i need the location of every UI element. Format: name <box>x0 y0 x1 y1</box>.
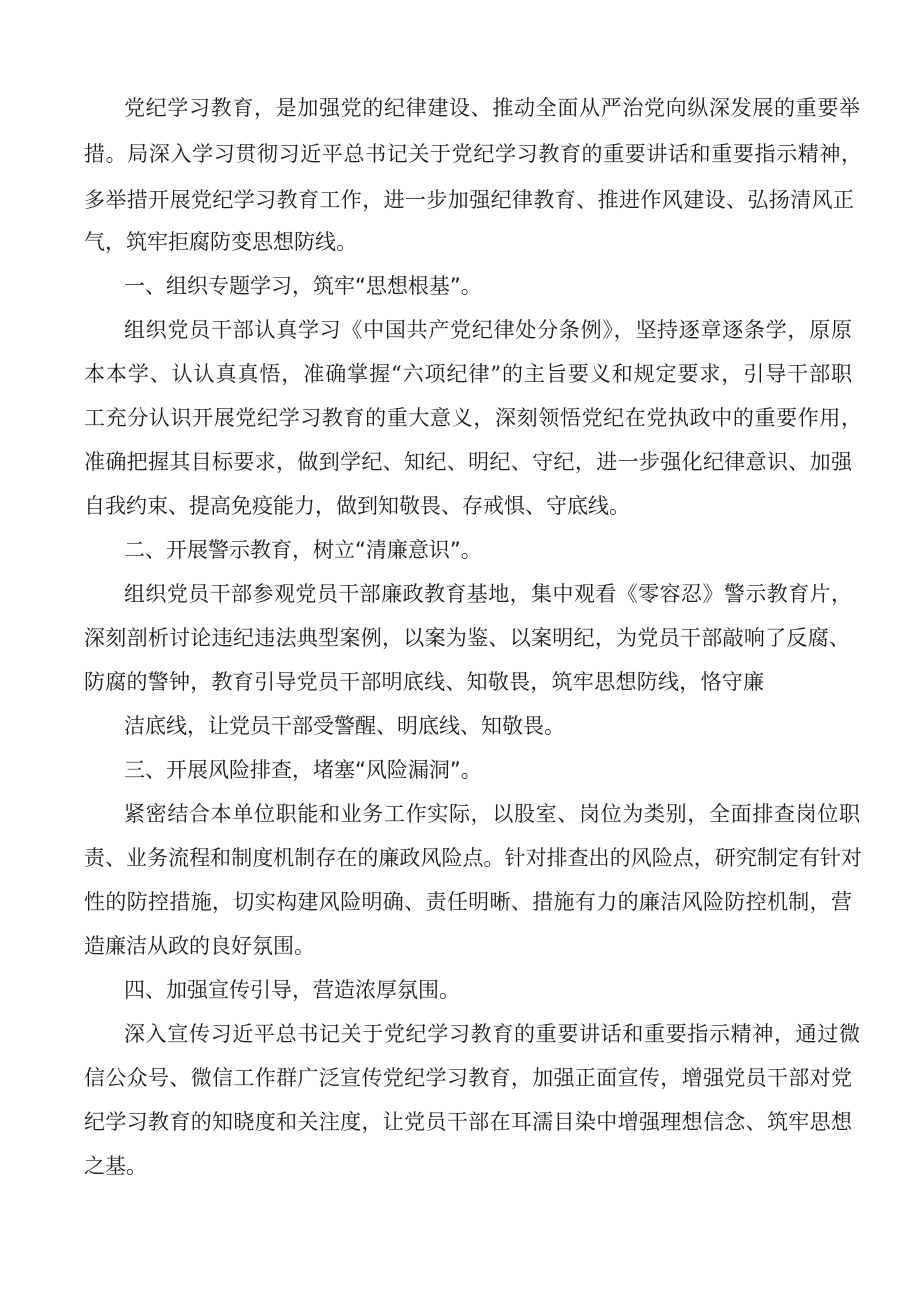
section-3-heading <box>0 750 920 790</box>
section-text: 造廉洁从政的良好氛围。 <box>84 934 315 958</box>
section-heading: 三、开展风险排查，堵塞“风险漏洞”。 <box>124 758 482 782</box>
intro-text: 气，筑牢拒腐防变思想防线。 <box>84 230 357 254</box>
section-2-line-1 <box>0 574 920 614</box>
section-text: 工充分认识开展党纪学习教育的重大意义，深刻领悟党纪在党执政中的重要作用， <box>84 406 862 430</box>
section-3-line-2 <box>0 838 920 878</box>
section-text: 性的防控措施，切实构建风险明确、责任明晰、措施有力的廉洁风险防控机制，营 <box>84 890 852 914</box>
intro-text: 党纪学习教育，是加强党的纪律建设、推动全面从严治党向纵深发展的重要举 <box>124 96 860 120</box>
intro-text: 多举措开展党纪学习教育工作，进一步加强纪律教育、推进作风建设、弘扬清风正 <box>84 188 854 212</box>
section-3-line-4 <box>0 926 920 966</box>
section-1-line-4 <box>0 442 920 482</box>
section-1-line-3 <box>0 398 920 438</box>
intro-line-1 <box>0 88 920 128</box>
section-heading: 二、开展警示教育，树立“清廉意识”。 <box>124 538 482 562</box>
section-3-line-3 <box>0 882 920 922</box>
section-text: 纪学习教育的知晓度和关注度，让党员干部在耳濡目染中增强理想信念、筑牢思想 <box>84 1110 852 1134</box>
section-4-line-1 <box>0 1014 920 1054</box>
section-1-line-5 <box>0 486 920 526</box>
section-4-heading <box>0 970 920 1010</box>
section-text: 洁底线，让党员干部受警醒、明底线、知敬畏。 <box>124 714 565 738</box>
section-4-line-3 <box>0 1102 920 1142</box>
section-2-line-2 <box>0 618 920 658</box>
section-1-line-2 <box>0 354 920 394</box>
section-4-line-2 <box>0 1058 920 1098</box>
intro-line-3 <box>0 180 920 220</box>
section-text: 组织党员干部认真学习《中国共产党纪律处分条例》，坚持逐章逐条学，原原 <box>124 318 852 342</box>
section-3-line-1 <box>0 794 920 834</box>
intro-text: 措。局深入学习贯彻习近平总书记关于党纪学习教育的重要讲话和重要指示精神， <box>84 142 862 166</box>
section-1-line-1 <box>0 310 920 350</box>
section-text: 防腐的警钟，教育引导党员干部明底线、知敬畏，筑牢思想防线，恪守廉 <box>84 670 764 694</box>
section-text: 自我约束、提高免疫能力，做到知敬畏、存戒惧、守底线。 <box>84 494 630 518</box>
section-2-heading <box>0 530 920 570</box>
section-text: 组织党员干部参观党员干部廉政教育基地，集中观看《零容忍》警示教育片， <box>124 582 852 606</box>
section-text: 准确把握其目标要求，做到学纪、知纪、明纪、守纪，进一步强化纪律意识、加强 <box>84 450 852 474</box>
section-text: 之基。 <box>84 1154 147 1178</box>
section-heading: 四、加强宣传引导，营造浓厚氛围。 <box>124 978 460 1002</box>
section-1-heading <box>0 266 920 306</box>
section-text: 信公众号、微信工作群广泛宣传党纪学习教育，加强正面宣传，增强党员干部对党 <box>84 1066 852 1090</box>
section-2-line-4 <box>0 706 920 746</box>
section-text: 本本学、认认真真悟，准确掌握“六项纪律”的主旨要义和规定要求，引导干部职 <box>84 362 852 386</box>
section-text: 紧密结合本单位职能和业务工作实际，以股室、岗位为类别，全面排查岗位职 <box>124 802 860 826</box>
section-heading: 一、组织专题学习，筑牢“思想根基”。 <box>124 274 482 298</box>
section-4-line-4 <box>0 1146 920 1186</box>
section-text: 深入宣传习近平总书记关于党纪学习教育的重要讲话和重要指示精神，通过微 <box>124 1022 860 1046</box>
section-text: 深刻剖析讨论违纪违法典型案例，以案为鉴、以案明纪，为党员干部敲响了反腐、 <box>84 626 850 650</box>
intro-line-4 <box>0 222 920 262</box>
section-text: 责、业务流程和制度机制存在的廉政风险点。针对排查出的风险点，研究制定有针对 <box>84 846 862 870</box>
section-2-line-3 <box>0 662 920 702</box>
intro-line-2 <box>0 134 920 174</box>
